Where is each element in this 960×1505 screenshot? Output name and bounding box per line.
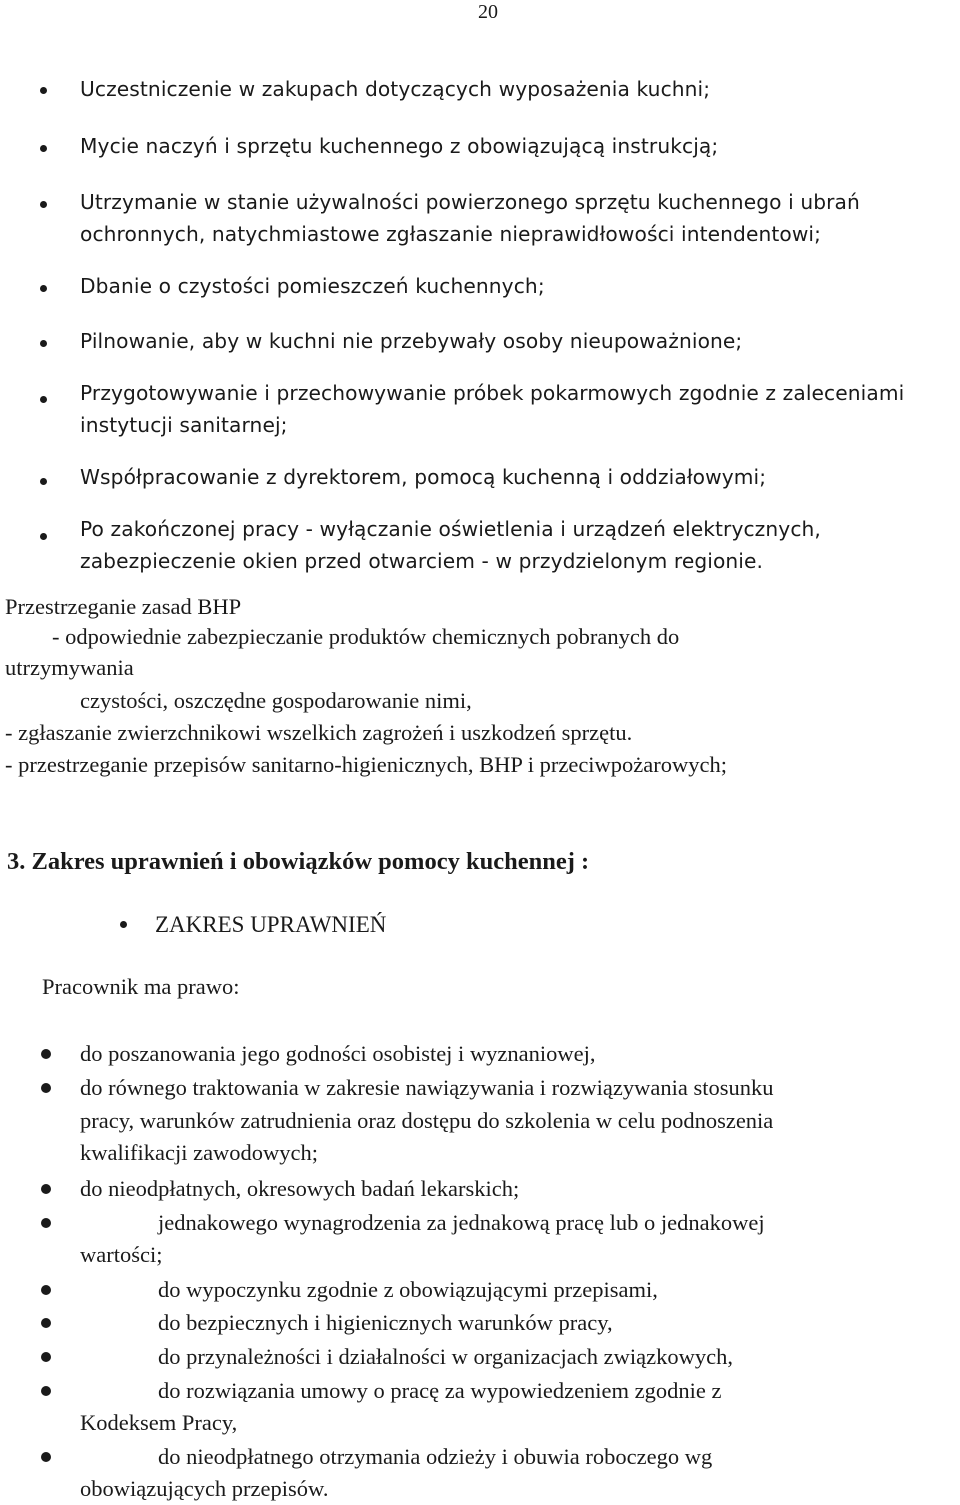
list-item: do nieodpłatnego otrzymania odzieży i obuwia roboczego wg <box>158 1444 713 1469</box>
list-item: jednakowego wynagrodzenia za jednakową pracę lub o jednakowej <box>158 1210 765 1235</box>
bullet-icon <box>41 1218 51 1228</box>
bhp-title: Przestrzeganie zasad BHP <box>5 594 242 619</box>
list-item-continuation: pracy, warunków zatrudnienia oraz dostępu do szkolenia w celu podnoszenia <box>80 1108 774 1133</box>
list-item: do rozwiązania umowy o pracę za wypowiedzeniem zgodnie z <box>158 1378 722 1403</box>
list-item: Przygotowywanie i przechowywanie próbek pokarmowych zgodnie z zaleceniami instytucji sanitarnej; <box>80 381 905 437</box>
list-item-continuation: obowiązujących przepisów. <box>80 1476 329 1501</box>
list-item: Utrzymanie w stanie używalności powierzonego sprzętu kuchennego i ubrań ochronnych, natychmiastowe zgłaszanie nieprawidłowości intendentowi; <box>80 190 860 246</box>
list-item: Uczestniczenie w zakupach dotyczących wyposażenia kuchni; <box>80 77 711 101</box>
bullet-icon <box>41 1452 51 1462</box>
section-heading: 3. Zakres uprawnień i obowiązków pomocy kuchennej : <box>7 848 590 875</box>
bullet-icon <box>41 1083 51 1093</box>
bhp-line: utrzymywania <box>5 655 134 680</box>
bullet-icon <box>40 396 47 403</box>
list-item: do przynależności i działalności w organizacjach związkowych, <box>158 1344 733 1369</box>
list-item-continuation: wartości; <box>80 1242 163 1267</box>
rights-intro: Pracownik ma prawo: <box>42 974 240 999</box>
bullet-icon <box>41 1352 51 1362</box>
bullet-icon <box>41 1049 51 1059</box>
list-item: do wypoczynku zgodnie z obowiązującymi przepisami, <box>158 1277 658 1302</box>
bullet-icon <box>120 921 127 928</box>
list-item: do bezpiecznych i higienicznych warunków pracy, <box>158 1310 613 1335</box>
list-item: do nieodpłatnych, okresowych badań lekarskich; <box>80 1176 520 1201</box>
bullet-icon <box>40 533 47 540</box>
scope-label: ZAKRES UPRAWNIEŃ <box>155 912 387 937</box>
bhp-line: - odpowiednie zabezpieczanie produktów chemicznych pobranych do <box>52 624 680 649</box>
bhp-line: - przestrzeganie przepisów sanitarno-higienicznych, BHP i przeciwpożarowych; <box>5 752 728 777</box>
list-item: Współpracowanie z dyrektorem, pomocą kuchenną i oddziałowymi; <box>80 465 767 489</box>
list-item: do poszanowania jego godności osobistej i wyznaniowej, <box>80 1041 596 1066</box>
bullet-icon <box>41 1184 51 1194</box>
bullet-icon <box>40 145 47 152</box>
bullet-icon <box>41 1285 51 1295</box>
bullet-icon <box>40 340 47 347</box>
bullet-icon <box>41 1318 51 1328</box>
bullet-icon <box>40 478 47 485</box>
list-item: do równego traktowania w zakresie nawiązywania i rozwiązywania stosunku <box>80 1075 774 1100</box>
list-item-continuation: kwalifikacji zawodowych; <box>80 1140 319 1165</box>
page-number: 20 <box>478 1 498 23</box>
list-item: Pilnowanie, aby w kuchni nie przebywały osoby nieupoważnione; <box>80 329 743 353</box>
list-item: Po zakończonej pracy - wyłączanie oświetlenia i urządzeń elektrycznych, zabezpieczenie okien przed otwarciem - w przydzielonym regionie. <box>80 517 821 573</box>
bullet-icon <box>40 201 47 208</box>
list-item-continuation: Kodeksem Pracy, <box>80 1410 238 1435</box>
list-item: Dbanie o czystości pomieszczeń kuchennych; <box>80 274 545 298</box>
list-item: Mycie naczyń i sprzętu kuchennego z obowiązującą instrukcją; <box>80 134 719 158</box>
bullet-icon <box>40 285 47 292</box>
bhp-line: czystości, oszczędne gospodarowanie nimi, <box>80 688 472 713</box>
bhp-line: - zgłaszanie zwierzchnikowi wszelkich zagrożeń i uszkodzeń sprzętu. <box>5 720 633 745</box>
bullet-icon <box>41 1386 51 1396</box>
bullet-icon <box>40 87 47 94</box>
